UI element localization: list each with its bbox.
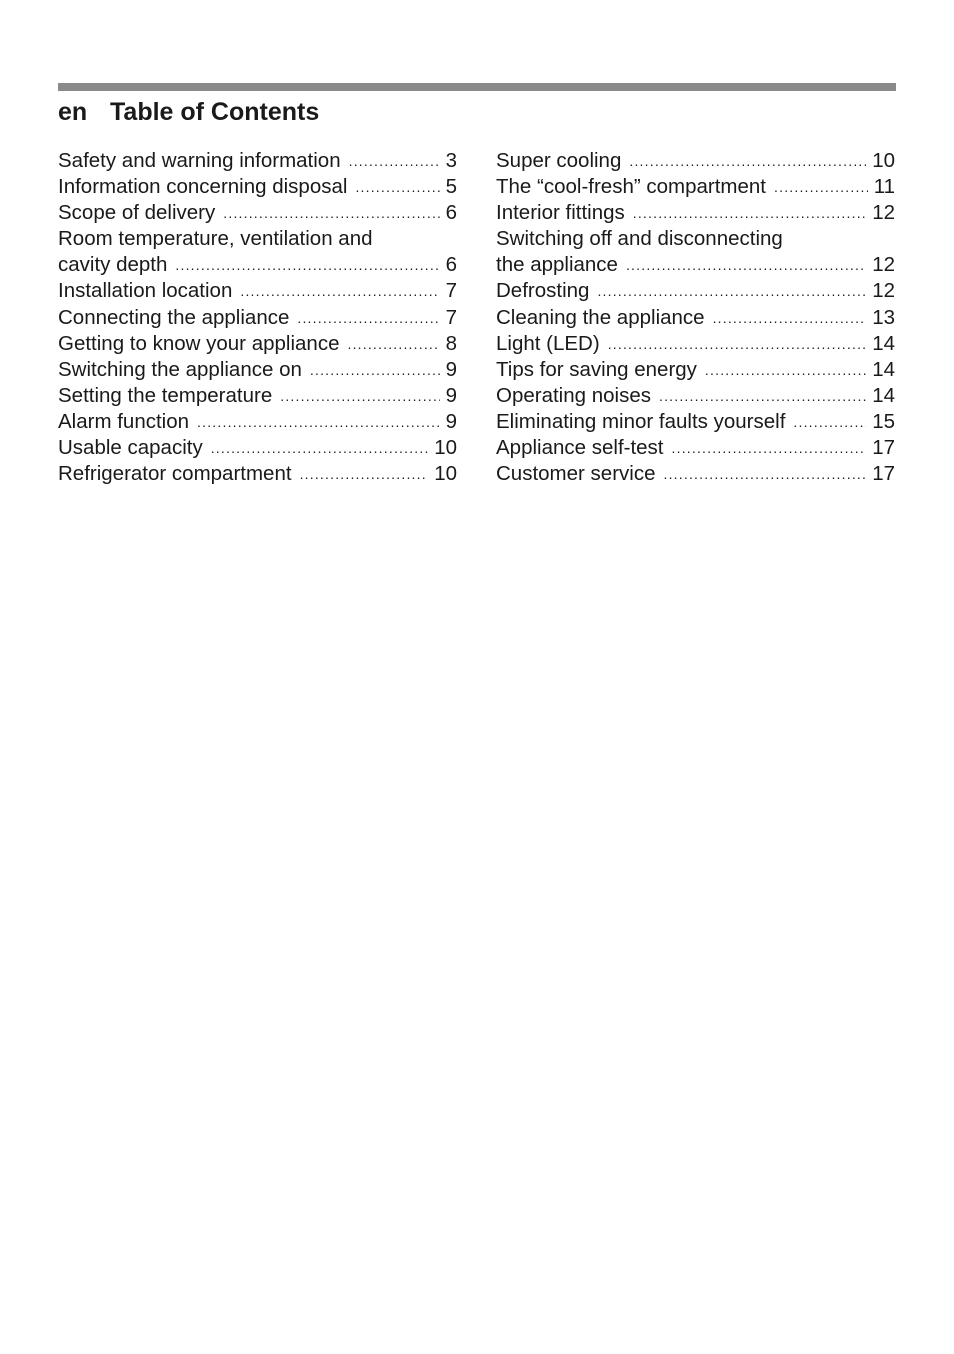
toc-entry-page: 10: [434, 436, 457, 460]
dot-leader: [211, 435, 428, 461]
toc-entry-title: the appliance: [496, 253, 618, 277]
dot-leader: [705, 357, 866, 383]
toc-entry[interactable]: [496, 409, 895, 435]
toc-entry[interactable]: [58, 331, 457, 357]
page-title: [58, 98, 319, 134]
toc-entry[interactable]: [58, 200, 457, 226]
dot-leader: [347, 331, 439, 357]
toc-entry-title: Installation location: [58, 279, 233, 303]
toc-entry-page: 9: [445, 409, 457, 433]
toc-entry[interactable]: [58, 278, 457, 304]
dot-leader: [713, 305, 867, 331]
toc-entry-page: 6: [445, 253, 457, 277]
dot-leader: [280, 383, 439, 409]
toc-entry[interactable]: [58, 305, 457, 331]
dot-leader: [300, 461, 429, 487]
dot-leader: [659, 383, 866, 409]
toc-entry[interactable]: [496, 305, 895, 331]
toc-entry-page: 7: [445, 305, 457, 329]
toc-title: Table of Contents: [110, 98, 320, 126]
toc-entry-page: 9: [445, 383, 457, 407]
toc-entry[interactable]: [496, 278, 895, 304]
toc-entry-page: 12: [872, 253, 895, 277]
dot-leader: [349, 148, 440, 174]
dot-leader: [629, 148, 866, 174]
toc-entry-page: 17: [872, 462, 895, 486]
toc-entry[interactable]: [58, 357, 457, 383]
dot-leader: [774, 174, 868, 200]
toc-entry-title: Appliance self-test: [496, 436, 664, 460]
toc-entry-title: Connecting the appliance: [58, 305, 290, 329]
toc-entry[interactable]: [58, 148, 457, 174]
toc-entry-page: 3: [445, 149, 457, 172]
toc-entry-title: Defrosting: [496, 279, 590, 303]
toc-entry-page: 14: [872, 331, 895, 355]
toc-entry-title: Eliminating minor faults yourself: [496, 409, 786, 433]
toc-entry-title: Switching off and disconnecting: [496, 227, 783, 251]
toc-entry-page: 14: [872, 357, 895, 381]
toc-entry-page: 10: [872, 149, 895, 172]
toc-entry[interactable]: [496, 148, 895, 174]
toc-entry-page: 9: [445, 357, 457, 381]
toc-entry[interactable]: [496, 226, 895, 252]
toc-entry[interactable]: [58, 435, 457, 461]
toc-entry-title: Super cooling: [496, 149, 622, 172]
toc-entry-title: Customer service: [496, 462, 656, 486]
dot-leader: [597, 278, 866, 304]
toc-entry[interactable]: [58, 461, 457, 487]
toc-entry[interactable]: [496, 200, 895, 226]
toc-entry[interactable]: [496, 435, 895, 461]
top-rule: [58, 83, 896, 91]
toc-entry[interactable]: [58, 226, 457, 252]
toc-entry[interactable]: [496, 174, 895, 200]
dot-leader: [175, 252, 439, 278]
dot-leader: [355, 174, 439, 200]
toc-entry-title: Refrigerator compartment: [58, 462, 292, 486]
dot-leader: [626, 252, 866, 278]
toc-entry[interactable]: [496, 383, 895, 409]
toc-entry-page: 7: [445, 279, 457, 303]
toc-entry[interactable]: [58, 409, 457, 435]
toc-entry-title: Switching the appliance on: [58, 357, 302, 381]
dot-leader: [608, 331, 867, 357]
toc-entry[interactable]: [58, 174, 457, 200]
toc-entry-page: 12: [872, 279, 895, 303]
toc-entry-title: Alarm function: [58, 409, 190, 433]
toc-entry-title: Interior fittings: [496, 201, 625, 225]
toc-entry-page: 15: [872, 409, 895, 433]
toc-entry-page: 12: [872, 201, 895, 225]
toc-entry-page: 10: [434, 462, 457, 486]
toc-entry-title: cavity depth: [58, 253, 168, 277]
language-code: en: [58, 98, 88, 126]
toc-entry-title: Safety and warning information: [58, 149, 341, 172]
toc-left-column: [58, 148, 457, 487]
toc-right-column: [496, 148, 895, 487]
toc-entry-title: Usable capacity: [58, 436, 203, 460]
toc-entry[interactable]: [496, 461, 895, 487]
dot-leader: [223, 200, 439, 226]
toc-entry-page: 13: [872, 305, 895, 329]
dot-leader: [310, 357, 440, 383]
dot-leader: [297, 305, 439, 331]
toc-entry-page: 8: [445, 331, 457, 355]
toc-entry[interactable]: [496, 331, 895, 357]
dot-leader: [197, 409, 440, 435]
toc-entry[interactable]: [496, 252, 895, 278]
toc-entry-title: Getting to know your appliance: [58, 331, 340, 355]
dot-leader: [633, 200, 866, 226]
dot-leader: [793, 409, 866, 435]
dot-leader: [240, 278, 439, 304]
toc-entry-title: Tips for saving energy: [496, 357, 697, 381]
toc-entry-title: Light (LED): [496, 331, 600, 355]
dot-leader: [672, 435, 867, 461]
toc-entry-page: 14: [872, 383, 895, 407]
toc-entry-title: Room temperature, ventilation and: [58, 227, 373, 251]
toc-entry-title: Cleaning the appliance: [496, 305, 705, 329]
toc-entry-page: 17: [872, 436, 895, 460]
toc-entry-title: The “cool-fresh” compartment: [496, 175, 767, 199]
toc-entry-title: Scope of delivery: [58, 201, 216, 225]
toc-entry-page: 11: [873, 175, 895, 199]
toc-entry-title: Setting the temperature: [58, 383, 273, 407]
toc-entry-page: 5: [445, 175, 457, 199]
toc-entry-title: Information concerning disposal: [58, 175, 348, 199]
toc-entry-title: Operating noises: [496, 383, 651, 407]
toc-entry[interactable]: [496, 357, 895, 383]
toc-entry[interactable]: [58, 252, 457, 278]
dot-leader: [664, 461, 867, 487]
toc-entry[interactable]: [58, 383, 457, 409]
toc-entry-page: 6: [445, 201, 457, 225]
